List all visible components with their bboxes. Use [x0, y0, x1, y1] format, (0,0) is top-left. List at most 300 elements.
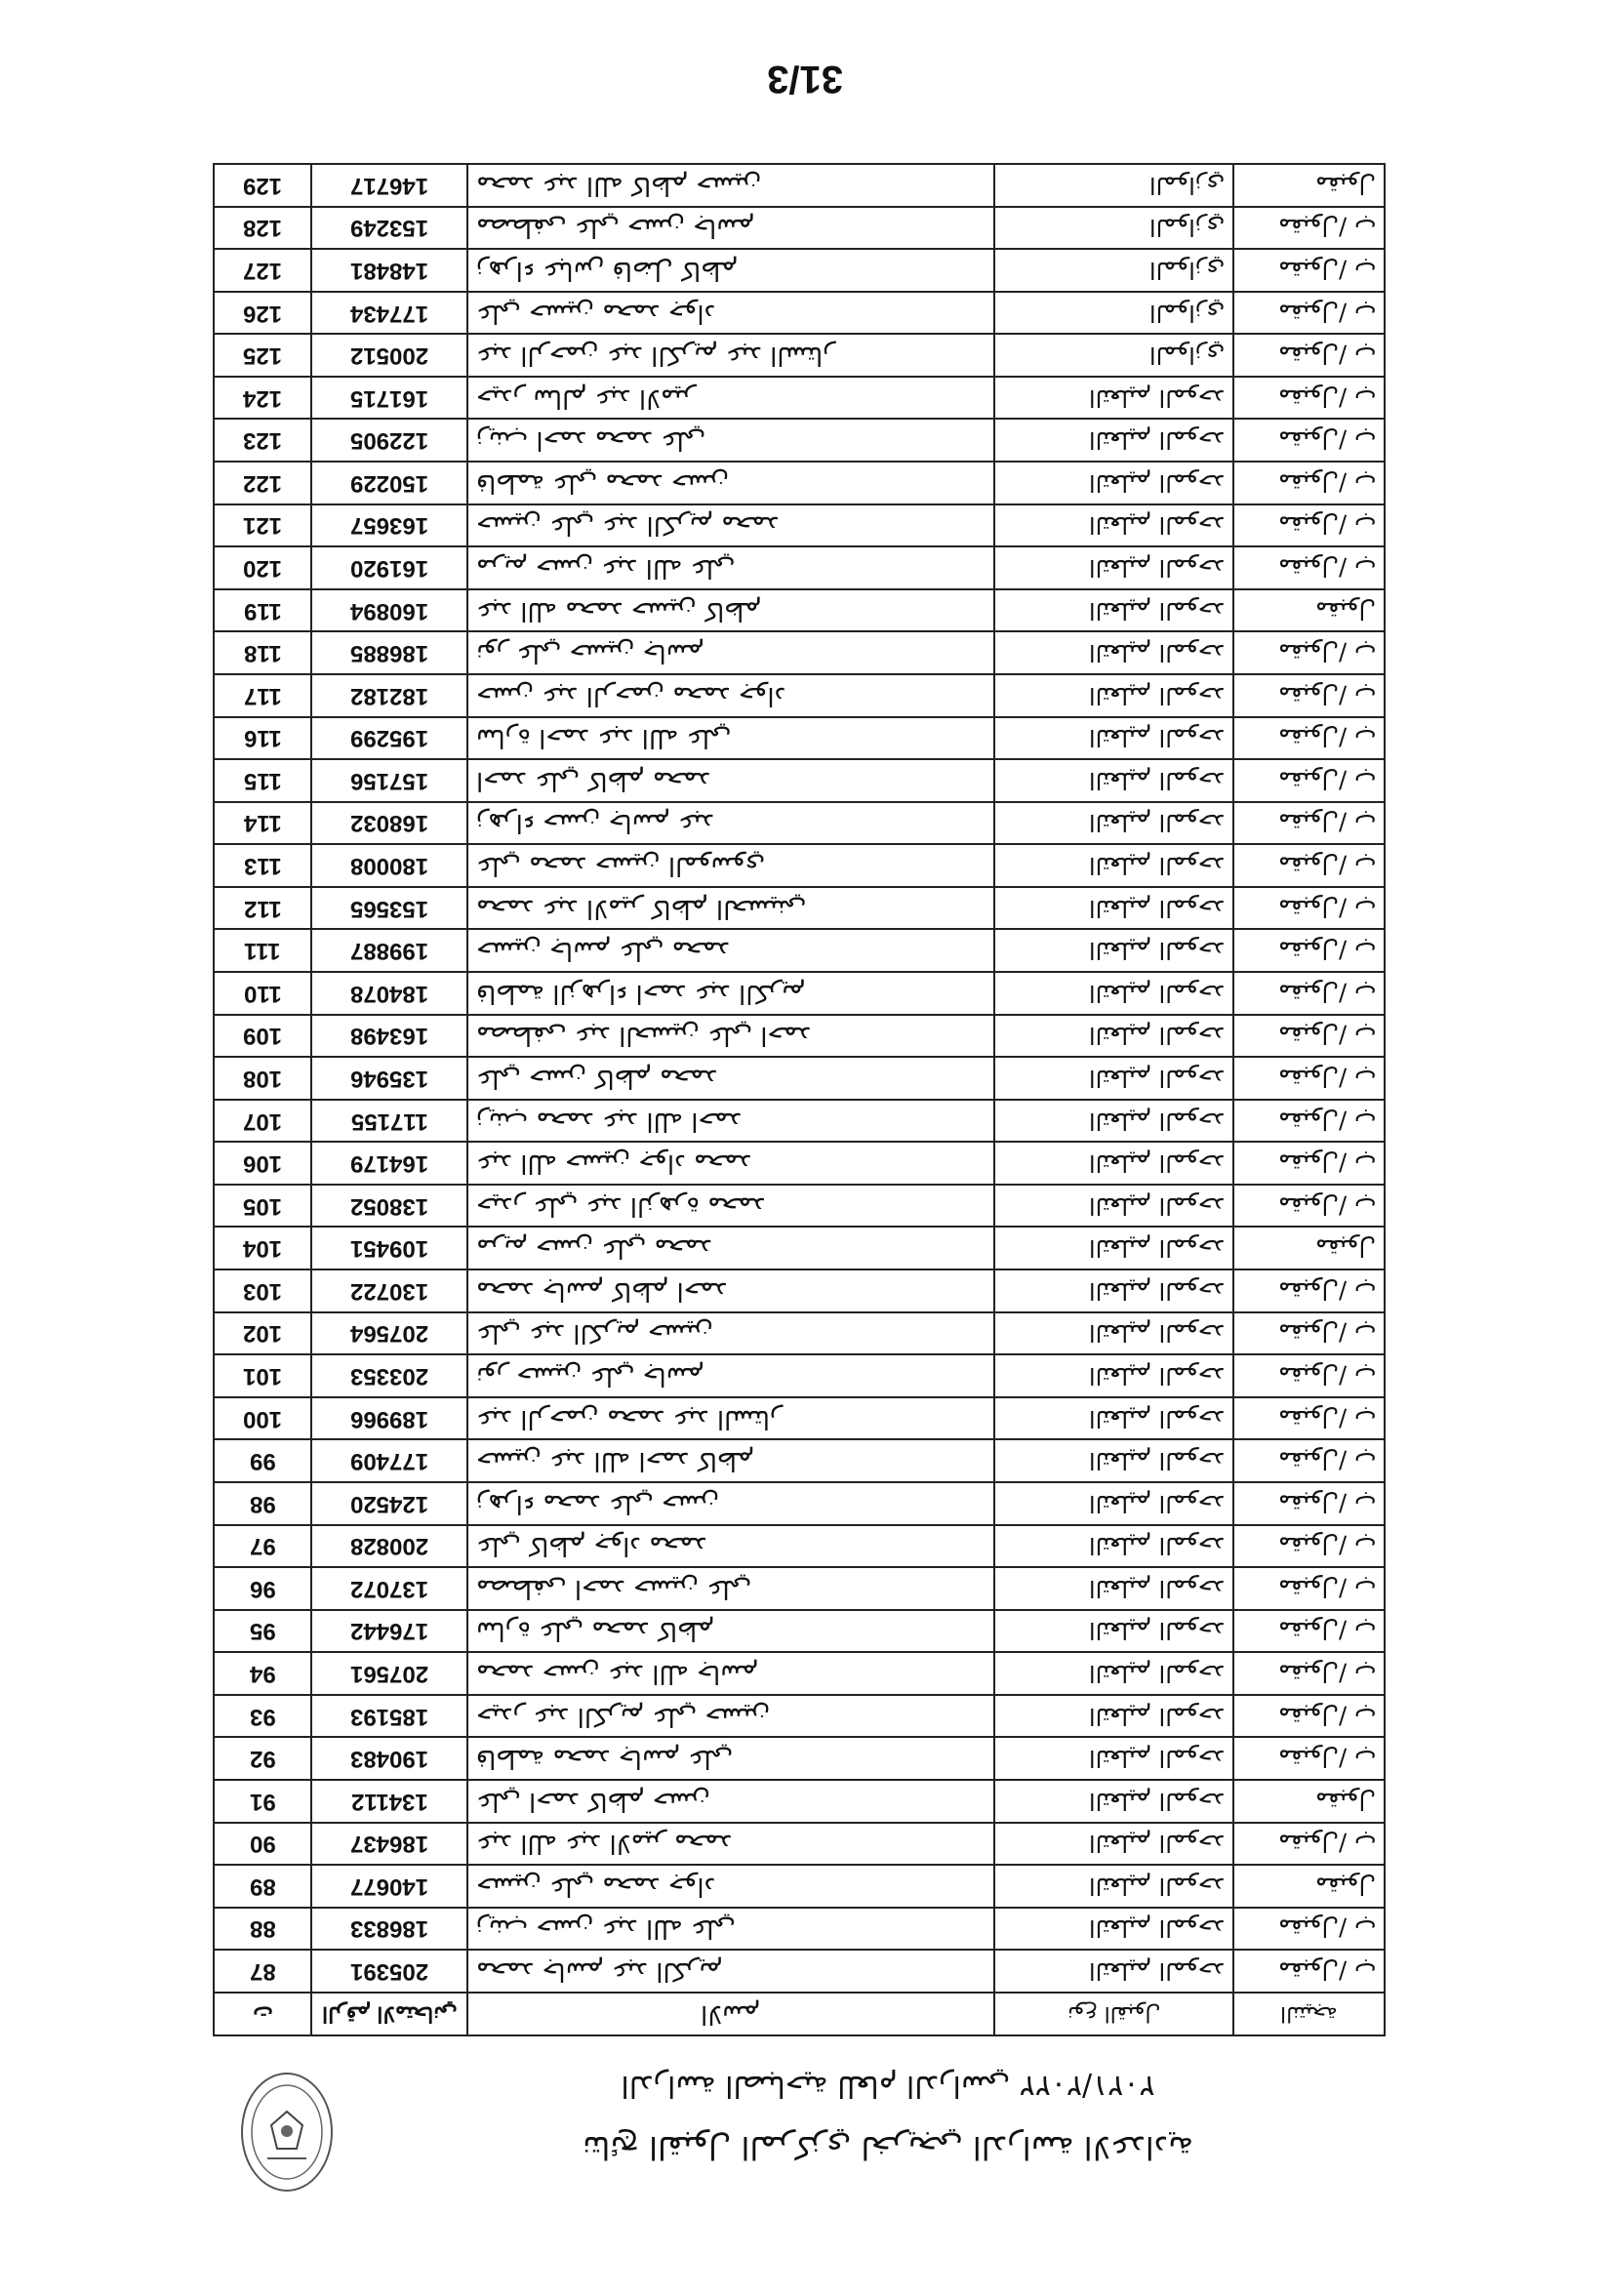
- seq-cell: [214, 1100, 311, 1143]
- result-cell-text: مقبول/ ب: [1277, 256, 1376, 284]
- exam-number-cell-text: 190483: [349, 1746, 429, 1773]
- admission-type-cell-text: التعليم الموحد: [1088, 1957, 1225, 1986]
- name-cell-text: مصطفى علي حسن جاسم: [476, 213, 755, 243]
- name-cell: [467, 1610, 994, 1653]
- seq-cell-text: 116: [243, 725, 282, 752]
- exam-number-cell: [311, 589, 467, 632]
- result-cell-text: مقبول/ ب: [1277, 383, 1376, 412]
- name-cell-text: علي محمد حسين الموسوي: [476, 851, 766, 881]
- result-cell: [1233, 844, 1385, 887]
- exam-number-cell-text: 153249: [349, 215, 429, 242]
- name-cell-text: حيدر عبد الكريم علي حسين: [476, 1701, 771, 1731]
- name-cell-text: عبد الله عبد الامير محمد: [476, 1829, 733, 1859]
- exam-number-cell-text: 186885: [349, 640, 429, 667]
- result-cell: [1233, 419, 1385, 462]
- result-cell-text: مقبول/ ب: [1277, 511, 1376, 540]
- admission-type-cell-text: التعليم الموحد: [1088, 596, 1225, 624]
- table-row: [214, 1780, 1385, 1823]
- admission-type-cell-text: التعليم الموحد: [1088, 1830, 1225, 1858]
- exam-number-cell: [311, 249, 467, 292]
- result-cell-text: مقبول/ ب: [1277, 1830, 1376, 1858]
- table-row: [214, 1610, 1385, 1653]
- result-cell: [1233, 1227, 1385, 1269]
- admission-type-cell: [994, 1057, 1233, 1100]
- page-number: 31/3: [767, 58, 843, 101]
- admission-type-cell: [994, 207, 1233, 250]
- seq-cell: [214, 589, 311, 632]
- result-cell: [1233, 1269, 1385, 1312]
- result-cell: [1233, 1823, 1385, 1866]
- seq-cell-text: 111: [244, 938, 281, 965]
- table-row: [214, 504, 1385, 547]
- header-exam-number-text: الرقم الامتحاني: [321, 2001, 458, 2027]
- name-cell-text: محمد عبد الله كاظم حسين: [476, 170, 762, 200]
- seq-cell-text: 98: [249, 1490, 276, 1517]
- result-cell: [1233, 802, 1385, 845]
- exam-number-cell: [311, 1610, 467, 1653]
- admission-type-cell: [994, 1015, 1233, 1058]
- admission-type-cell: [994, 1354, 1233, 1397]
- exam-number-cell-text: 184078: [349, 980, 429, 1007]
- name-cell-text: حيدر سالم عبد الامير: [476, 383, 697, 413]
- exam-number-cell: [311, 1865, 467, 1908]
- name-cell: [467, 1737, 994, 1780]
- result-cell-text: مقبول/ ب: [1277, 1404, 1376, 1432]
- seq-cell: [214, 759, 311, 802]
- result-cell: [1233, 1737, 1385, 1780]
- document-title: نتائج القبول المركزي لخريجي الدراسة الاعدادية: [583, 2129, 1194, 2166]
- exam-number-cell: [311, 1142, 467, 1185]
- result-cell: [1233, 462, 1385, 504]
- name-cell-text: مصطفى عبد الحسين علي احمد: [476, 1021, 812, 1051]
- seq-cell-text: 108: [242, 1065, 283, 1092]
- table-row: [214, 1865, 1385, 1908]
- seq-cell: [214, 1015, 311, 1058]
- seq-cell: [214, 164, 311, 207]
- results-table: [213, 163, 1386, 2036]
- exam-number-cell-text: 205391: [349, 1958, 429, 1986]
- table-row: [214, 1737, 1385, 1780]
- result-cell-text: مقبول/ ب: [1277, 852, 1376, 880]
- admission-type-cell: [994, 972, 1233, 1015]
- result-cell-text: مقبول: [1314, 596, 1376, 624]
- admission-type-cell: [994, 334, 1233, 377]
- seq-cell-text: 129: [242, 172, 283, 199]
- admission-type-cell: [994, 631, 1233, 674]
- name-cell: [467, 1482, 994, 1525]
- name-cell-text: علي حسين محمد جواد: [476, 298, 716, 328]
- exam-number-cell-text: 146717: [349, 172, 429, 199]
- admission-type-cell-text: التعليم الموحد: [1088, 681, 1225, 709]
- admission-type-cell-text: التعليم الموحد: [1088, 724, 1225, 752]
- result-cell-text: مقبول/ ب: [1277, 1107, 1376, 1135]
- exam-number-cell: [311, 1823, 467, 1866]
- seq-cell-text: 117: [243, 682, 282, 709]
- result-cell-text: مقبول/ ب: [1277, 1191, 1376, 1220]
- admission-type-cell-text: التعليم الموحد: [1088, 1532, 1225, 1560]
- table-row: [214, 1354, 1385, 1397]
- admission-type-cell-text: التعليم الموحد: [1088, 468, 1225, 497]
- seq-cell: [214, 631, 311, 674]
- table-row: [214, 844, 1385, 887]
- result-cell-text: مقبول/ ب: [1277, 766, 1376, 794]
- exam-number-cell: [311, 292, 467, 335]
- name-cell: [467, 972, 994, 1015]
- result-cell: [1233, 929, 1385, 972]
- result-cell-text: مقبول: [1314, 1787, 1376, 1815]
- result-cell: [1233, 1908, 1385, 1951]
- name-cell: [467, 589, 994, 632]
- name-cell-text: زينب محمد عبد الله احمد: [476, 1106, 743, 1136]
- admission-type-cell: [994, 546, 1233, 589]
- seq-cell: [214, 1610, 311, 1653]
- result-cell: [1233, 377, 1385, 420]
- exam-number-cell: [311, 674, 467, 717]
- exam-number-cell-text: 207561: [349, 1661, 429, 1688]
- name-cell: [467, 1695, 994, 1738]
- admission-type-cell: [994, 1142, 1233, 1185]
- exam-number-cell-text: 203353: [349, 1362, 429, 1390]
- seq-cell: [214, 1269, 311, 1312]
- result-cell: [1233, 164, 1385, 207]
- header-name: [467, 1993, 994, 2035]
- name-cell: [467, 1185, 994, 1228]
- name-cell: [467, 207, 994, 250]
- header-seq-text: ت: [252, 2001, 273, 2027]
- seq-cell-text: 128: [242, 215, 283, 242]
- result-cell-text: مقبول/ ب: [1277, 937, 1376, 965]
- name-cell: [467, 164, 994, 207]
- admission-type-cell-text: التعليم الموحد: [1088, 1191, 1225, 1220]
- table-row: [214, 462, 1385, 504]
- table-row: [214, 207, 1385, 250]
- seq-cell-text: 126: [242, 300, 283, 327]
- table-row: [214, 759, 1385, 802]
- table-row: [214, 164, 1385, 207]
- result-cell: [1233, 1525, 1385, 1568]
- result-cell: [1233, 1142, 1385, 1185]
- result-cell: [1233, 1397, 1385, 1440]
- seq-cell-text: 92: [249, 1746, 276, 1773]
- admission-type-cell-text: التعليم الموحد: [1088, 1702, 1225, 1730]
- seq-cell: [214, 1482, 311, 1525]
- admission-type-cell: [994, 844, 1233, 887]
- admission-type-cell-text: التعليم الموحد: [1088, 979, 1225, 1007]
- exam-number-cell-text: 140677: [349, 1873, 429, 1900]
- seq-cell-text: 104: [242, 1235, 283, 1263]
- result-cell-text: مقبول/ ب: [1277, 809, 1376, 837]
- table-row: [214, 377, 1385, 420]
- table-row: [214, 929, 1385, 972]
- result-cell: [1233, 1100, 1385, 1143]
- admission-type-cell-text: التعليم الموحد: [1088, 1914, 1225, 1943]
- name-cell: [467, 1439, 994, 1482]
- seq-cell-text: 106: [242, 1150, 283, 1178]
- admission-type-cell: [994, 929, 1233, 972]
- name-cell: [467, 1057, 994, 1100]
- result-cell-text: مقبول/ ب: [1277, 724, 1376, 752]
- exam-number-cell: [311, 759, 467, 802]
- result-cell-text: مقبول/ ب: [1277, 1149, 1376, 1178]
- seq-cell-text: 94: [249, 1661, 276, 1688]
- header-exam-number: [311, 1993, 467, 2035]
- exam-number-cell: [311, 802, 467, 845]
- result-cell-text: مقبول/ ب: [1277, 299, 1376, 327]
- seq-cell: [214, 1397, 311, 1440]
- result-cell-text: مقبول/ ب: [1277, 894, 1376, 922]
- header-type-text: نوع القبول: [1067, 2001, 1161, 2027]
- exam-number-cell-text: 137072: [349, 1575, 429, 1602]
- admission-type-cell-text: التعليم الموحد: [1088, 937, 1225, 965]
- exam-number-cell: [311, 1185, 467, 1228]
- name-cell-text: مصطفى احمد حسين علي: [476, 1573, 752, 1603]
- table-row: [214, 972, 1385, 1015]
- exam-number-cell: [311, 972, 467, 1015]
- header-result: [1233, 1993, 1385, 2035]
- admission-type-cell: [994, 1695, 1233, 1738]
- name-cell: [467, 1950, 994, 1993]
- seq-cell-text: 103: [242, 1277, 283, 1305]
- table-row: [214, 1525, 1385, 1568]
- seq-cell: [214, 844, 311, 887]
- exam-number-cell-text: 163498: [349, 1023, 429, 1050]
- table-row: [214, 1397, 1385, 1440]
- name-cell-text: محمد عبد الامير كاظم الحسيني: [476, 893, 807, 923]
- admission-type-cell-text: التعليم الموحد: [1088, 1660, 1225, 1688]
- result-cell-text: مقبول/ ب: [1277, 639, 1376, 667]
- admission-type-cell-text: التعليم الموحد: [1088, 511, 1225, 540]
- seq-cell-text: 125: [242, 342, 283, 370]
- admission-type-cell: [994, 887, 1233, 930]
- admission-type-cell: [994, 1865, 1233, 1908]
- name-cell-text: محمد جاسم عبد الكريم: [476, 1956, 723, 1987]
- name-cell-text: احمد علي كاظم محمد: [476, 765, 711, 795]
- admission-type-cell: [994, 1780, 1233, 1823]
- result-cell-text: مقبول/ ب: [1277, 1660, 1376, 1688]
- exam-number-cell-text: 109451: [349, 1235, 429, 1263]
- result-cell: [1233, 972, 1385, 1015]
- exam-number-cell: [311, 1950, 467, 1993]
- table-row: [214, 1567, 1385, 1610]
- seq-cell-text: 122: [242, 469, 283, 497]
- table-body: [214, 164, 1385, 2035]
- name-cell: [467, 1354, 994, 1397]
- name-cell-text: علي حسن كاظم محمد: [476, 1063, 718, 1093]
- exam-number-cell-text: 160894: [349, 597, 429, 624]
- seq-cell-text: 123: [242, 427, 283, 455]
- result-cell: [1233, 1695, 1385, 1738]
- table-row: [214, 802, 1385, 845]
- admission-type-cell-text: التعليم الموحد: [1088, 426, 1225, 455]
- admission-type-cell: [994, 1312, 1233, 1355]
- table-row: [214, 589, 1385, 632]
- name-cell-text: محمد حسن عبد الله جاسم: [476, 1659, 759, 1689]
- name-cell: [467, 334, 994, 377]
- admission-type-cell-text: التعليم الموحد: [1088, 383, 1225, 412]
- seq-cell-text: 87: [249, 1958, 276, 1986]
- result-cell: [1233, 1439, 1385, 1482]
- seq-cell: [214, 1823, 311, 1866]
- result-cell-text: مقبول/ ب: [1277, 1489, 1376, 1517]
- seq-cell-text: 114: [243, 810, 282, 837]
- seq-cell-text: 89: [249, 1873, 276, 1900]
- admission-type-cell-text: الموازي: [1148, 214, 1225, 242]
- admission-type-cell-text: التعليم الموحد: [1088, 809, 1225, 837]
- seq-cell: [214, 1737, 311, 1780]
- seq-cell-text: 100: [242, 1405, 283, 1432]
- table-row: [214, 1269, 1385, 1312]
- name-cell: [467, 419, 994, 462]
- seq-cell-text: 102: [242, 1320, 283, 1348]
- name-cell: [467, 1227, 994, 1269]
- name-cell: [467, 249, 994, 292]
- name-cell: [467, 1865, 994, 1908]
- exam-number-cell: [311, 1737, 467, 1780]
- exam-number-cell-text: 130722: [349, 1277, 429, 1305]
- name-cell: [467, 1269, 994, 1312]
- admission-type-cell: [994, 1482, 1233, 1525]
- seq-cell-text: 110: [243, 980, 282, 1007]
- admission-type-cell-text: التعليم الموحد: [1088, 1234, 1225, 1263]
- seq-cell: [214, 1185, 311, 1228]
- name-cell: [467, 631, 994, 674]
- exam-number-cell: [311, 334, 467, 377]
- exam-number-cell: [311, 462, 467, 504]
- result-cell-text: مقبول/ ب: [1277, 979, 1376, 1007]
- name-cell-text: حيدر علي عبد الزهرة محمد: [476, 1190, 766, 1221]
- seq-cell: [214, 504, 311, 547]
- name-cell-text: حسين عبد الله احمد كاظم: [476, 1446, 754, 1476]
- admission-type-cell: [994, 377, 1233, 420]
- admission-type-cell-text: الموازي: [1148, 299, 1225, 327]
- seq-cell-text: 95: [249, 1618, 276, 1645]
- admission-type-cell-text: الموازي: [1148, 342, 1225, 370]
- result-cell-text: مقبول/ ب: [1277, 1702, 1376, 1730]
- name-cell-text: سارة علي محمد كاظم: [476, 1616, 715, 1646]
- table-row: [214, 1057, 1385, 1100]
- admission-type-cell: [994, 1908, 1233, 1951]
- exam-number-cell-text: 182182: [349, 682, 429, 709]
- exam-number-cell: [311, 164, 467, 207]
- seq-cell: [214, 1567, 311, 1610]
- seq-cell: [214, 1908, 311, 1951]
- result-cell: [1233, 1057, 1385, 1100]
- exam-number-cell: [311, 1269, 467, 1312]
- exam-number-cell-text: 195299: [349, 725, 429, 752]
- result-cell: [1233, 589, 1385, 632]
- name-cell: [467, 1908, 994, 1951]
- result-cell: [1233, 504, 1385, 547]
- exam-number-cell: [311, 1397, 467, 1440]
- document-date-line: الدراسة الصباحية للعام الدراسي ٢٠٢١/٢٠٢٢: [621, 2069, 1155, 2103]
- seq-cell: [214, 929, 311, 972]
- seq-cell: [214, 1142, 311, 1185]
- exam-number-cell: [311, 1567, 467, 1610]
- admission-type-cell-text: التعليم الموحد: [1088, 639, 1225, 667]
- admission-type-cell-text: الموازي: [1148, 256, 1225, 284]
- exam-number-cell-text: 177409: [349, 1448, 429, 1475]
- exam-number-cell-text: 153565: [349, 895, 429, 922]
- exam-number-cell-text: 138052: [349, 1192, 429, 1220]
- table-row: [214, 1015, 1385, 1058]
- exam-number-cell-text: 176442: [349, 1618, 429, 1645]
- result-cell-text: مقبول/ ب: [1277, 1957, 1376, 1986]
- name-cell: [467, 546, 994, 589]
- result-cell-text: مقبول/ ب: [1277, 1617, 1376, 1645]
- table-row: [214, 546, 1385, 589]
- seq-cell-text: 112: [243, 895, 282, 922]
- seq-cell: [214, 292, 311, 335]
- seq-cell-text: 91: [249, 1788, 276, 1815]
- result-cell: [1233, 759, 1385, 802]
- name-cell-text: نور حسين علي جاسم: [476, 1360, 704, 1390]
- result-cell: [1233, 1652, 1385, 1695]
- seq-cell-text: 105: [242, 1192, 283, 1220]
- table-row: [214, 1482, 1385, 1525]
- seq-cell-text: 113: [243, 853, 282, 880]
- exam-number-cell-text: 135946: [349, 1065, 429, 1092]
- name-cell-text: حسين علي عبد الكريم محمد: [476, 510, 780, 541]
- admission-type-cell-text: التعليم الموحد: [1088, 1617, 1225, 1645]
- result-cell-text: مقبول/ ب: [1277, 681, 1376, 709]
- result-cell-text: مقبول/ ب: [1277, 1574, 1376, 1602]
- admission-type-cell-text: التعليم الموحد: [1088, 1745, 1225, 1773]
- exam-number-cell: [311, 1354, 467, 1397]
- seq-cell: [214, 972, 311, 1015]
- exam-number-cell: [311, 1525, 467, 1568]
- seq-cell-text: 90: [249, 1831, 276, 1858]
- exam-number-cell-text: 150229: [349, 469, 429, 497]
- name-cell-text: عبد الله محمد حسين كاظم: [476, 595, 762, 625]
- result-cell: [1233, 249, 1385, 292]
- exam-number-cell: [311, 504, 467, 547]
- name-cell: [467, 1823, 994, 1866]
- name-cell: [467, 292, 994, 335]
- exam-number-cell: [311, 1482, 467, 1525]
- table-row: [214, 334, 1385, 377]
- admission-type-cell: [994, 164, 1233, 207]
- name-cell-text: زهراء عباس فاضل كاظم: [476, 255, 739, 285]
- name-cell-text: فاطمة علي محمد حسن: [476, 467, 730, 498]
- official-seal-icon: [238, 2069, 336, 2195]
- seq-cell-text: 121: [242, 512, 283, 540]
- exam-number-cell-text: 124520: [349, 1490, 429, 1517]
- table-row: [214, 249, 1385, 292]
- admission-type-cell-text: التعليم الموحد: [1088, 766, 1225, 794]
- seq-cell-text: 93: [249, 1703, 276, 1730]
- name-cell: [467, 504, 994, 547]
- name-cell-text: زينب حسن عبد الله علي: [476, 1913, 736, 1944]
- seq-cell-text: 107: [242, 1108, 283, 1135]
- exam-number-cell: [311, 887, 467, 930]
- exam-number-cell: [311, 419, 467, 462]
- result-cell: [1233, 1482, 1385, 1525]
- result-cell-text: مقبول/ ب: [1277, 1914, 1376, 1943]
- exam-number-cell-text: 161715: [349, 384, 429, 412]
- seq-cell: [214, 1227, 311, 1269]
- admission-type-cell-text: التعليم الموحد: [1088, 1404, 1225, 1432]
- seq-cell: [214, 334, 311, 377]
- result-cell: [1233, 1312, 1385, 1355]
- seq-cell-text: 97: [249, 1533, 276, 1560]
- exam-number-cell-text: 134112: [350, 1788, 428, 1815]
- seq-cell: [214, 1950, 311, 1993]
- name-cell: [467, 1652, 994, 1695]
- table-row: [214, 1142, 1385, 1185]
- admission-type-cell-text: التعليم الموحد: [1088, 1872, 1225, 1900]
- result-cell: [1233, 674, 1385, 717]
- exam-number-cell: [311, 1100, 467, 1143]
